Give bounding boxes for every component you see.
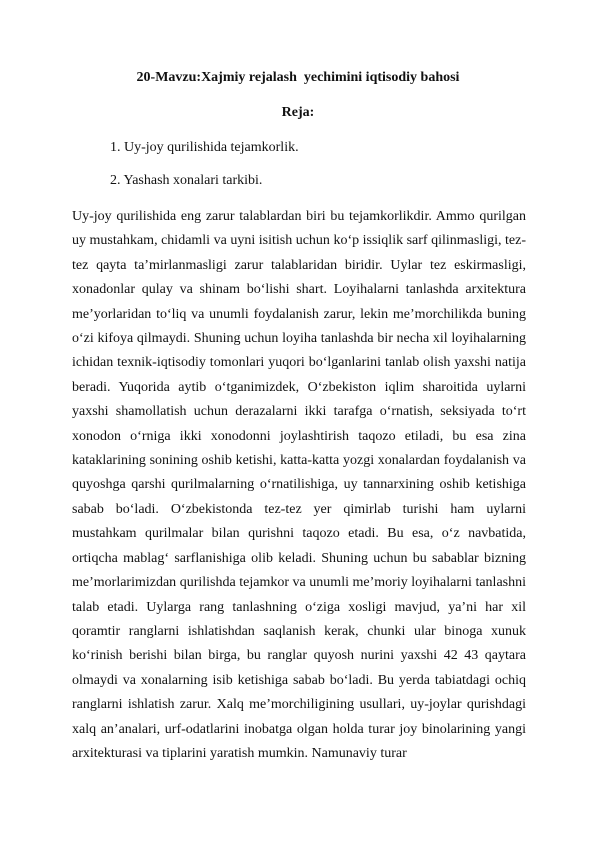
document-title: 20-Mavzu:Xajmiy rejalash yechimini iqtisodiy bahosi [136, 70, 460, 85]
plan-item: 2. Yashash xonalari tarkibi. [110, 173, 263, 188]
body-paragraph: Uy-joy qurilishida eng zarur talablardan biri bu tejamkorlikdir. Ammo qurilgan uy mustahkam, chidamli va uyni isitish uchun ko‘p issiqlik sarf qilinmasligi, tez-tez qayta ta’mirlanmasligi zarur talablaridan biridir. Uylar tez eskirmasligi, xonadonlar qulay va shinam bo‘lishi shart. Loyihalarni tanlashda arxitektura me’yorlaridan to‘liq va unumli foydalanish zarur, lekin me’morchilikda buning o‘zi kifoya qilmaydi. Shuning uchun loyiha tanlashda bir necha xil loyihalarning ichidan texnik-iqtisodiy tomonlari yuqori bo‘lganlarini tanlab olish yaxshi natija beradi. Yuqorida aytib o‘tganimizdek, O‘zbekiston iqlim sharoitida uylarni yaxshi shamollatish uchun derazalarni ikki tarafga o‘rnatish, seksiyada to‘rt xonodon o‘rniga ikki xonodonni joylashtirish taqozo etiladi, bu esa zina kataklarining sonining oshib ketishi, katta-katta yozgi xonalardan foydalanish va quyoshga qarshi qurilmalarning o‘rnatilishiga, uy tannarxining oshib ketishiga sabab bo‘ladi. O‘zbekistonda tez-tez yer qimirlab turishi ham uylarni mustahkam qurilmalar bilan qurishni taqozo etadi. Bu esa, o‘z navbatida, ortiqcha mablag‘ sarflanishiga olib keladi. Shuning uchun bu sabablar bizning me’morlarimizdan qurilishda tejamkor va unumli me’moriy loyihalarni tanlashni talab etadi. Uylarga rang tanlashning o‘ziga xosligi mavjud, ya’ni har xil qoramtir ranglarni ishlatishdan saqlanish kerak, chunki ular binoga xunuk ko‘rinish berishi bilan birga, bu ranglar quyosh nurini yaxshi 42 43 qaytara olmaydi va xonalarning isib ketishiga sabab bo‘ladi. Bu yerda tabiatdagi ochiq ranglarni ishlatish zarur. Xalq me’morchiligining usullari, uy-joylar qurishdagi xalq an’analari, urf-odatlarini inobatga olgan holda turar joy binolarining yangi arxitekturasi va tiplarini yaratish mumkin. Namunaviy turar [72, 209, 526, 761]
plan-item: 1. Uy-joy qurilishida tejamkorlik. [110, 140, 299, 155]
plan-heading: Reja: [281, 105, 315, 120]
